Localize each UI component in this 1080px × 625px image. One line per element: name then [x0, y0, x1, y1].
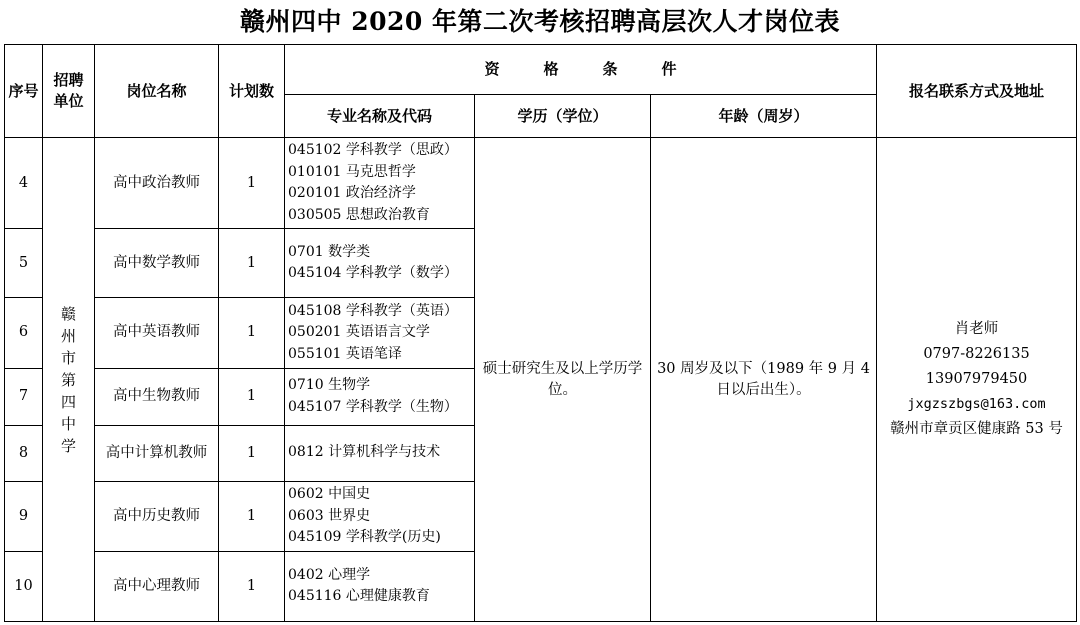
table-row: [5, 138, 1077, 229]
seq-cell: 10: [5, 551, 43, 621]
contact-mobile: 13907979450: [925, 371, 1028, 388]
plan-cell: 1: [219, 481, 285, 551]
header-major: 专业名称及代码: [285, 95, 475, 138]
contact-cell: [877, 138, 1077, 622]
header-education: 学历（学位）: [475, 95, 651, 138]
contact-address: 赣州市章贡区健康路 53 号: [890, 421, 1063, 438]
major-cell: 0602 中国史 0603 世界史 045109 学科教学(历史): [285, 481, 475, 551]
plan-cell: 1: [219, 368, 285, 425]
header-qualifications: 资 格 条 件: [285, 45, 877, 95]
unit-cell: 赣 州 市 第 四 中 学: [43, 138, 95, 622]
positions-table: [4, 44, 1077, 622]
position-cell: 高中历史教师: [95, 481, 219, 551]
seq-cell: 5: [5, 229, 43, 298]
education-cell: 硕士研究生及以上学历学位。: [475, 138, 651, 622]
header-unit: 招聘 单位: [43, 45, 95, 138]
position-cell: 高中数学教师: [95, 229, 219, 298]
seq-cell: 9: [5, 481, 43, 551]
major-cell: 0812 计算机科学与技术: [285, 425, 475, 481]
plan-cell: 1: [219, 298, 285, 368]
position-cell: 高中英语教师: [95, 298, 219, 368]
major-cell: 045102 学科教学（思政） 010101 马克思哲学 020101 政治经济学 030505 思想政治教育: [285, 138, 475, 229]
header-age: 年龄（周岁）: [651, 95, 877, 138]
plan-cell: 1: [219, 229, 285, 298]
seq-cell: 7: [5, 368, 43, 425]
position-cell: 高中政治教师: [95, 138, 219, 229]
position-cell: 高中生物教师: [95, 368, 219, 425]
header-contact: 报名联系方式及地址: [877, 45, 1077, 138]
major-cell: 0710 生物学 045107 学科教学（生物）: [285, 368, 475, 425]
seq-cell: 4: [5, 138, 43, 229]
plan-cell: 1: [219, 138, 285, 229]
header-plan: 计划数: [219, 45, 285, 138]
page-title: 赣州四中 2020 年第二次考核招聘高层次人才岗位表: [240, 7, 840, 36]
header-position: 岗位名称: [95, 45, 219, 138]
position-cell: 高中计算机教师: [95, 425, 219, 481]
major-cell: 045108 学科教学（英语） 050201 英语语言文学 055101 英语笔译: [285, 298, 475, 368]
age-cell: 30 周岁及以下（1989 年 9 月 4 日以后出生）。: [651, 138, 877, 622]
position-cell: 高中心理教师: [95, 551, 219, 621]
major-cell: 0402 心理学 045116 心理健康教育: [285, 551, 475, 621]
plan-cell: 1: [219, 551, 285, 621]
major-cell: 0701 数学类 045104 学科教学（数学）: [285, 229, 475, 298]
contact-name: 肖老师: [954, 321, 999, 338]
seq-cell: 6: [5, 298, 43, 368]
header-seq: 序号: [5, 45, 43, 138]
plan-cell: 1: [219, 425, 285, 481]
contact-email: jxgzszbgs@163.com: [907, 396, 1046, 413]
seq-cell: 8: [5, 425, 43, 481]
contact-phone: 0797-8226135: [923, 346, 1030, 363]
